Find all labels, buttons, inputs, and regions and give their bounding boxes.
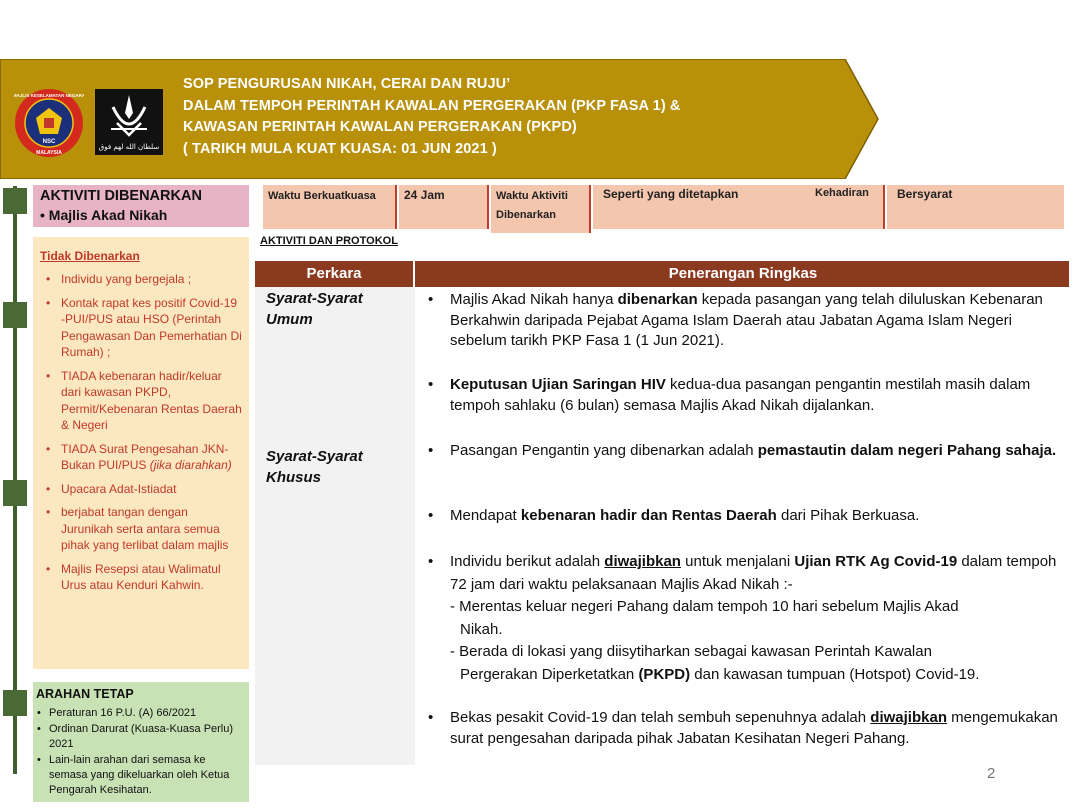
arahan-tetap-panel — [33, 682, 249, 802]
rail-marker-2 — [3, 302, 27, 328]
aktiviti-item-text: Majlis Akad Nikah — [48, 207, 168, 223]
row-text: Bekas pesakit Covid-19 dan telah sembuh sepenuhnya adalah — [450, 709, 871, 726]
header-line-2: DALAM TEMPOH PERINTAH KAWALAN PERGERAKAN (PKP FASA 1) & — [183, 97, 681, 114]
row-sub-text: - Merentas keluar negeri Pahang dalam tempoh 10 hari sebelum Majlis Akad — [450, 598, 959, 615]
list-item: • Lain-lain arahan dari semasa ke semasa yang dikeluarkan oleh Ketua Pengarah Kesihatan. — [36, 753, 246, 798]
tidak-dibenarkan-panel — [33, 237, 249, 669]
row-text: dalam tempoh 72 jam dari waktu pelaksanaan Majlis Akad Nikah :- — [450, 553, 1057, 593]
waktu-aktiviti-value-cell — [593, 185, 885, 229]
waktu-aktiviti-value: Seperti yang ditetapkan — [603, 187, 739, 201]
row-bold: Keputusan Ujian Saringan HIV — [450, 376, 666, 393]
table-header-perkara: Perkara — [255, 261, 415, 287]
row-text: mengemukakan surat pengesahan daripada pihak Jabatan Kesihatan Negeri Pahang. — [450, 709, 1058, 747]
list-item: • Individu yang bergejala ; — [40, 271, 243, 288]
tidak-dibenarkan-heading: Tidak Dibenarkan — [40, 249, 140, 263]
waktu-berkuatkuasa-label: Waktu Berkuatkuasa — [263, 185, 397, 229]
rail-marker-3 — [3, 480, 27, 506]
row-underline: diwajibkan — [870, 709, 947, 726]
list-item: • TIADA kebenaran hadir/keluar dari kawasan PKPD, Permit/Kebenaran Rentas Daerah & Negeri — [40, 368, 243, 434]
nsc-logo-top-text: MAJLIS KESELAMATAN NEGARA — [14, 93, 84, 98]
list-item: • Kontak rapat kes positif Covid-19 -PUI/PUS atau HSO (Perintah Pengawasan Dan Pemerhatian Di Rumah) ; — [40, 295, 243, 361]
row-bold: dibenarkan — [617, 291, 698, 308]
perkara-umum: Syarat-Syarat Umum — [266, 290, 363, 328]
header-line-3: KAWASAN PERINTAH KAWALAN PERGERAKAN (PKPD) — [183, 119, 577, 135]
list-item: • Majlis Resepsi atau Walimatul Urus atau Kenduri Kahwin. — [40, 561, 243, 594]
header-line-4: ( TARIKH MULA KUAT KUASA: 01 JUN 2021 ) — [183, 140, 497, 157]
list-item: • Upacara Adat-Istiadat — [40, 481, 243, 498]
list-item: • berjabat tangan dengan Jurunikah serta antara semua pihak yang terlibat dalam majlis — [40, 504, 243, 554]
section-label: AKTIVITI DAN PROTOKOL — [260, 235, 398, 247]
nsc-logo — [14, 88, 84, 158]
row-sub-text: - Berada di lokasi yang diisytiharkan sebagai kawasan Perintah Kawalan — [450, 643, 932, 660]
row-sub-text: Nikah. — [460, 620, 503, 638]
perkara-khusus: Syarat-Syarat Khusus — [266, 448, 363, 486]
list-item — [40, 441, 243, 474]
arahan-tetap-heading: ARAHAN TETAP — [36, 687, 134, 701]
table-row: • Mendapat kebenaran hadir dan Rentas Daerah dari Pihak Berkuasa. — [428, 507, 920, 524]
header-line-1: SOP PENGURUSAN NIKAH, CERAI DAN RUJU’ — [183, 76, 511, 92]
table-row: • Pasangan Pengantin yang dibenarkan adalah pemastautin dalam negeri Pahang sahaja. — [428, 442, 1057, 459]
nsc-logo-mid-text: NSC — [42, 139, 56, 145]
rail-marker-4 — [3, 690, 27, 716]
header-title — [183, 74, 680, 160]
row-bold: kebenaran hadir dan Rentas Daerah — [520, 507, 777, 524]
arahan-tetap-list — [36, 706, 246, 798]
table-header-penerangan: Penerangan Ringkas — [668, 265, 818, 282]
rail-marker-1 — [3, 188, 27, 214]
table-row: • Majlis Akad Nikah hanya dibenarkan kepada pasangan yang telah diluluskan Kebenaran Berkahwin daripada Pejabat Agama Islam Daerah atau Jabatan Agama Islam Negeri sebelum tarikh PKP Fasa 1 (1 Jun 2021). — [428, 291, 1043, 349]
table-row: • Keputusan Ujian Saringan HIV kedua-dua pasangan pengantin mestilah masih dalam tempoh sahlaku (6 bulan) semasa Majlis Akad Nikah dijalankan. — [428, 376, 1031, 414]
table-header — [255, 261, 1069, 287]
row-sub-line — [450, 664, 1064, 687]
aktiviti-title: AKTIVITI DIBENARKAN — [40, 188, 202, 204]
row-text: kepada pasangan yang telah diluluskan Kebenaran Berkahwin daripada Pejabat Agama Islam Daerah atau Jabatan Agama Islam Negeri sebelum tarikh PKP Fasa 1 (1 Jun 2021). — [450, 291, 1043, 349]
aktiviti-dibenarkan-panel — [33, 185, 249, 227]
kehadiran-label: Kehadiran — [815, 187, 869, 199]
table-row: • Bekas pesakit Covid-19 dan telah sembuh sepenuhnya adalah diwajibkan mengemukakan surat pengesahan daripada pihak Jabatan Kesihatan Negeri Pahang. — [428, 709, 1058, 747]
table-row: • Individu berikut adalah diwajibkan untuk menjalani Ujian RTK Ag Covid-19 dalam tempoh 72 jam dari waktu pelaksanaan Majlis Akad Nikah :- - Merentas keluar negeri Pahang dalam tempoh 10 hari sebelum Majlis Akad Nikah. - Berada di lokasi yang diisytiharkan sebagai kawasan Perintah Kawalan Pergerakan Diperketatkan (PKPD) dan kawasan tumpuan (Hotspot) Covid-19. — [428, 551, 1064, 686]
row-text: Majlis Akad Nikah hanya — [450, 291, 618, 308]
row-text: Mendapat — [450, 507, 521, 524]
list-item: • Ordinan Darurat (Kuasa-Kuasa Perlu) 2021 — [36, 722, 246, 752]
page-number: 2 — [987, 765, 996, 782]
emblem-caption: سلطان الله لهم فوق — [98, 143, 160, 151]
row-bold: pemastautin dalam negeri Pahang sahaja. — [757, 442, 1057, 459]
list-item: • Peraturan 16 P.U. (A) 66/2021 — [36, 706, 246, 721]
row-bold: (PKPD) — [638, 665, 691, 683]
list-item-italic: (jika diarahkan) — [149, 458, 232, 472]
row-bold: Ujian RTK Ag Covid-19 — [794, 553, 958, 570]
table-column-perkara — [255, 287, 415, 765]
row-text: untuk menjalani — [680, 553, 795, 570]
row-text: Individu berikut adalah — [450, 553, 605, 570]
row-sub-text: Pergerakan Diperketatkan — [460, 665, 639, 683]
tidak-dibenarkan-list — [40, 271, 243, 594]
waktu-berkuatkuasa-value: 24 Jam — [399, 185, 489, 229]
kehadiran-value: Bersyarat — [887, 185, 1064, 229]
row-text: Pasangan Pengantin yang dibenarkan adalah — [450, 442, 758, 459]
list-item-text: TIADA Surat Pengesahan JKN- Bukan PUI/PUS — [61, 441, 229, 472]
emblem-logo — [95, 89, 163, 155]
row-underline: diwajibkan — [604, 553, 681, 570]
aktiviti-item: • Majlis Akad Nikah — [40, 207, 168, 223]
row-text: kedua-dua pasangan pengantin mestilah masih dalam tempoh sahlaku (6 bulan) semasa Majlis Akad Nikah dijalankan. — [450, 376, 1031, 414]
nsc-logo-bottom-text: MALAYSIA — [36, 150, 62, 156]
waktu-aktiviti-label: Waktu Aktiviti Dibenarkan — [491, 185, 591, 233]
row-sub-text: dan kawasan tumpuan (Hotspot) Covid-19. — [690, 665, 980, 683]
row-text: dari Pihak Berkuasa. — [776, 507, 920, 524]
